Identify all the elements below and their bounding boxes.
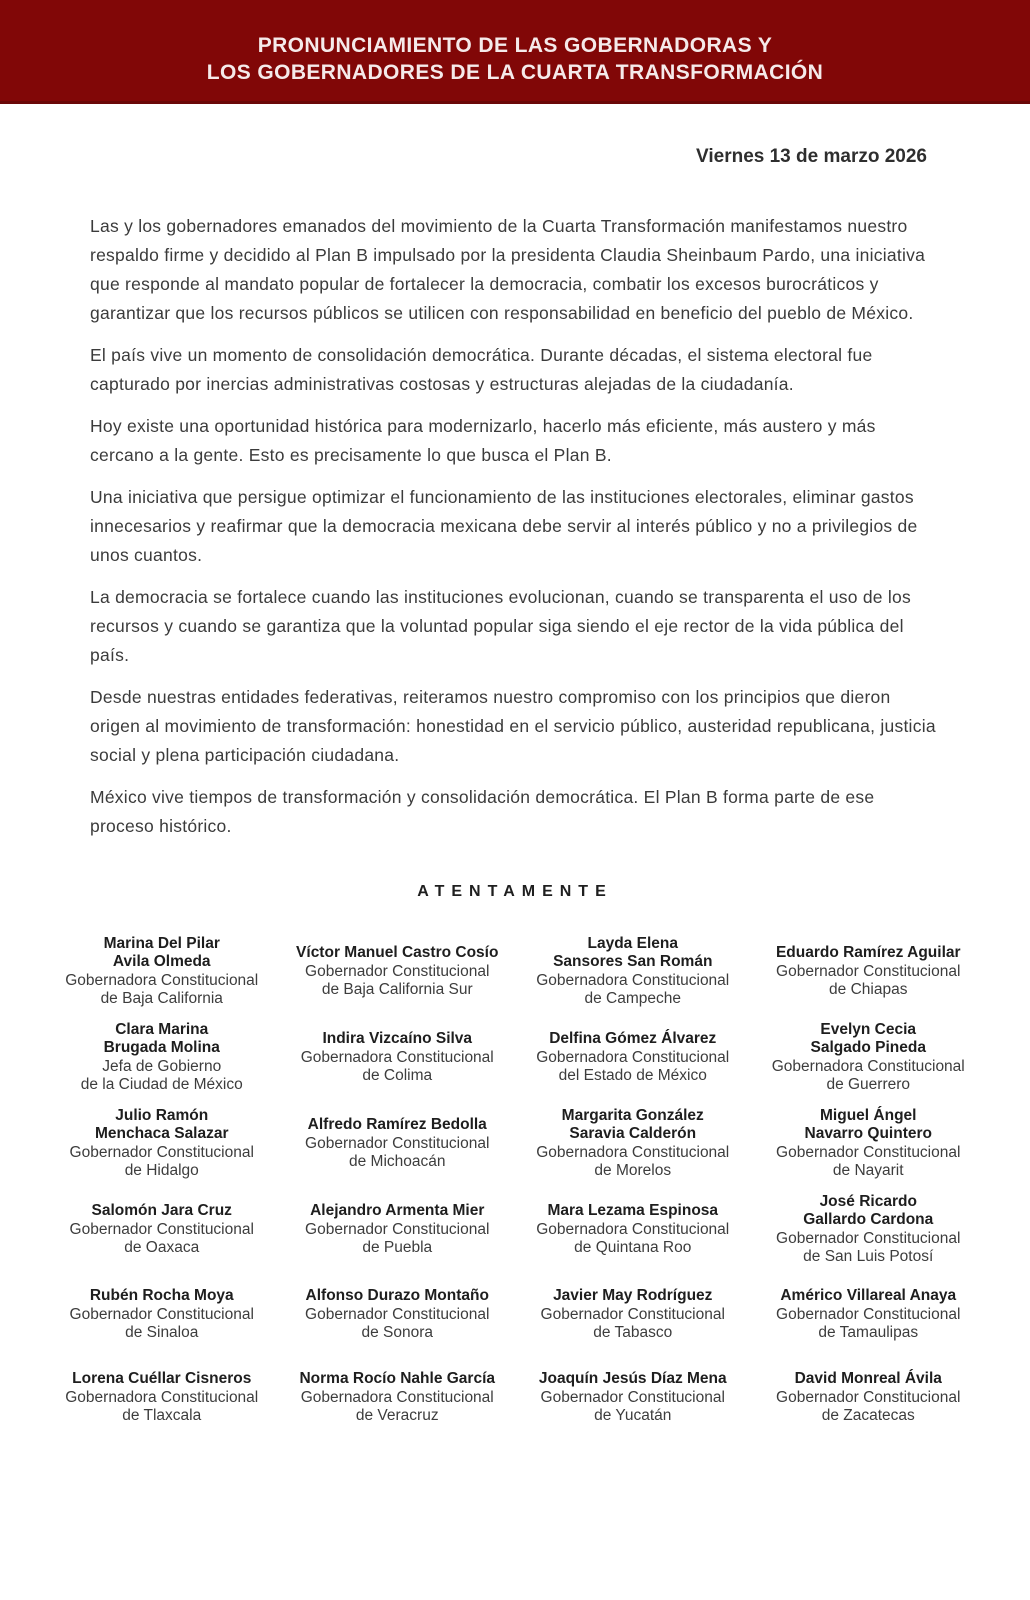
signatory-title — [776, 1306, 960, 1342]
signatory-title-line: de Yucatán — [594, 1406, 672, 1424]
signatory-name — [772, 1021, 965, 1057]
signatory-name-line: Brugada Molina — [103, 1039, 220, 1056]
signatory-cell — [776, 1370, 960, 1425]
signatory-title-line: Gobernadora Constitucional — [771, 1058, 965, 1075]
signatory-title-line: de Chiapas — [829, 981, 908, 998]
signatory-name — [536, 935, 729, 971]
signatory-title — [536, 1144, 729, 1180]
signatory-title-line: Gobernador Constitucional — [776, 1144, 961, 1161]
signatory-title — [776, 1230, 960, 1266]
signatory-title — [305, 1306, 489, 1342]
signatory-name — [70, 1202, 254, 1220]
signatory-name — [65, 1370, 258, 1388]
signatory-title-line: de Veracruz — [355, 1406, 439, 1424]
signatory-title-line: Gobernador Constitucional — [776, 1230, 961, 1247]
signatory-title-line: Gobernadora Constitucional — [536, 1049, 730, 1066]
signatory-name-line: Miguel Ángel — [820, 1107, 917, 1124]
signatory-name — [296, 944, 498, 962]
signatory-cell — [81, 1021, 243, 1094]
signatory-cell — [296, 944, 498, 999]
signatory-title — [305, 1135, 489, 1171]
signatory-name-line: Américo Villareal Anaya — [780, 1286, 957, 1304]
signatory-name-line: Layda Elena — [587, 935, 678, 952]
signatory-name — [81, 1021, 243, 1057]
signatory-title-line: Gobernador Constitucional — [776, 963, 961, 980]
body-paragraph: Las y los gobernadores emanados del movimiento de la Cuarta Transformación manifestamos nuestro respaldo firme y decidido al Plan B impulsado por la presidenta Claudia Sheinbaum Pardo, una iniciativa que responde al mandato popular de fortalecer la democracia, combatir los excesos burocráticos y garantizar que los recursos públicos se utilicen con responsabilidad en beneficio del pueblo de México. — [90, 216, 926, 323]
signatory-title-line: de Oaxaca — [124, 1239, 200, 1256]
header-banner — [0, 0, 1030, 104]
signatory-name-line: Eduardo Ramírez Aguilar — [775, 944, 961, 961]
signatory-title-line: de Tabasco — [593, 1323, 673, 1341]
signatory-title-line: de Morelos — [594, 1162, 672, 1179]
signatory-name — [776, 1107, 960, 1143]
signatory-title-line: Gobernador Constitucional — [69, 1221, 254, 1238]
signatory-title-line: de Baja California — [100, 990, 223, 1007]
signatory-title-line: Gobernador Constitucional — [69, 1305, 254, 1323]
signatory-name — [536, 1030, 729, 1048]
signatory-cell — [539, 1370, 727, 1425]
signatory-title — [70, 1144, 254, 1180]
document-title-line2: LOS GOBERNADORES DE LA CUARTA TRANSFORMACIÓN — [206, 60, 824, 84]
signatory-title-line: de Campeche — [584, 990, 681, 1007]
signatory-name — [776, 944, 961, 962]
signatory-cell — [305, 1202, 489, 1257]
signatory-name — [65, 935, 258, 971]
signatory-cell — [299, 1370, 495, 1425]
signatory-title-line: Gobernador Constitucional — [305, 963, 490, 980]
signatory-name — [776, 1193, 960, 1229]
body-paragraph: Desde nuestras entidades federativas, reiteramos nuestro compromiso con los principios que dieron origen al movimiento de transformación: honestidad en el servicio público, austeridad republicana, justicia social y plena participación ciudadana. — [90, 687, 936, 765]
signatory-title-line: Gobernador Constitucional — [305, 1221, 490, 1238]
signatory-name — [536, 1107, 729, 1143]
signatory-name-line: Javier May Rodríguez — [553, 1286, 713, 1304]
signatory-name-line: Rubén Rocha Moya — [89, 1286, 234, 1304]
signatory-title-line: de Tamaulipas — [818, 1323, 919, 1341]
signatory-title-line: Gobernador Constitucional — [305, 1305, 490, 1323]
signatory-cell — [305, 1116, 489, 1171]
signatory-title-line: Gobernadora Constitucional — [65, 972, 259, 989]
signatory-name-line: Marina Del Pilar — [103, 935, 220, 952]
signatory-name — [301, 1030, 494, 1048]
signatory-name — [70, 1107, 254, 1143]
signatory-title — [541, 1306, 725, 1342]
signatory-title-line: de Michoacán — [348, 1153, 446, 1170]
signatory-title — [772, 1058, 965, 1094]
signatory-title-line: de Puebla — [362, 1239, 433, 1256]
signatory-name-line: Lorena Cuéllar Cisneros — [72, 1369, 252, 1387]
signatory-name — [541, 1287, 725, 1305]
signatory-cell — [70, 1107, 254, 1180]
signatory-name-line: Mara Lezama Espinosa — [547, 1202, 719, 1219]
signatory-name-line: Salgado Pineda — [810, 1039, 926, 1056]
signatory-cell — [541, 1287, 725, 1342]
signatory-title-line: de Colima — [362, 1067, 433, 1084]
signatory-name-line: Sansores San Román — [553, 953, 713, 970]
signatory-cell — [70, 1287, 254, 1342]
signatory-name-line: Clara Marina — [115, 1021, 209, 1038]
closing-heading: ATENTAMENTE — [417, 883, 613, 900]
signatory-cell — [70, 1202, 254, 1257]
signatory-title-line: del Estado de México — [558, 1067, 707, 1084]
signatory-title — [299, 1389, 495, 1425]
signatory-cell — [536, 1030, 729, 1085]
signatory-cell — [65, 1370, 258, 1425]
signatory-title-line: de Tlaxcala — [122, 1406, 202, 1424]
signatory-title — [776, 1389, 960, 1425]
document-body — [0, 168, 1030, 841]
document-date: Viernes 13 de marzo 2026 — [696, 146, 927, 167]
signatory-name — [305, 1116, 489, 1134]
signatory-name-line: Delfina Gómez Álvarez — [549, 1030, 717, 1047]
signatory-name-line: Menchaca Salazar — [94, 1125, 229, 1142]
body-paragraph: México vive tiempos de transformación y consolidación democrática. El Plan B forma parte de ese proceso histórico. — [90, 787, 875, 836]
signatory-name — [776, 1287, 960, 1305]
signatory-title-line: de Sonora — [361, 1323, 433, 1341]
signatory-title-line: Gobernadora Constitucional — [536, 972, 730, 989]
signatory-name-line: Alejandro Armenta Mier — [310, 1202, 485, 1219]
signatory-title — [301, 1049, 494, 1085]
signatory-name — [70, 1287, 254, 1305]
signatory-title-line: de San Luis Potosí — [803, 1248, 934, 1265]
signatory-name — [305, 1287, 489, 1305]
signatory-name-line: Víctor Manuel Castro Cosío — [296, 944, 499, 961]
signatory-cell — [536, 1107, 729, 1180]
signatory-name-line: Evelyn Cecia — [820, 1021, 917, 1038]
document-title-line1: PRONUNCIAMIENTO DE LAS GOBERNADORAS Y — [257, 33, 773, 57]
signatory-name-line: Avila Olmeda — [112, 953, 211, 970]
signatory-title — [536, 1049, 729, 1085]
signatory-name — [776, 1370, 960, 1388]
signatory-title-line: Gobernador Constitucional — [69, 1144, 254, 1161]
signatory-title-line: de la Ciudad de México — [80, 1076, 243, 1093]
signatory-name-line: José Ricardo — [819, 1193, 917, 1210]
signatory-title-line: Gobernador Constitucional — [776, 1305, 961, 1323]
signatory-cell — [772, 1021, 965, 1094]
signatory-name-line: Indira Vizcaíno Silva — [322, 1030, 473, 1047]
signatory-name-line: Gallardo Cardona — [803, 1211, 934, 1228]
signatory-title-line: Gobernadora Constitucional — [300, 1388, 494, 1406]
signatory-name-line: Margarita González — [561, 1107, 704, 1124]
signatory-title-line: de Zacatecas — [821, 1406, 915, 1424]
signatory-cell — [536, 935, 729, 1008]
document-title — [207, 32, 823, 86]
signatory-cell — [305, 1287, 489, 1342]
signatory-title — [81, 1058, 243, 1094]
signatory-cell — [776, 1193, 960, 1266]
signatory-cell — [776, 944, 961, 999]
signatory-name-line: David Monreal Ávila — [794, 1369, 942, 1387]
signatory-title — [536, 972, 729, 1008]
signatory-name — [305, 1202, 489, 1220]
signatory-title-line: Gobernadora Constitucional — [536, 1221, 730, 1238]
signatory-title-line: de Quintana Roo — [574, 1239, 692, 1256]
signatory-title — [305, 1221, 489, 1257]
signatory-title-line: Gobernador Constitucional — [540, 1305, 725, 1323]
signatory-title — [70, 1306, 254, 1342]
signatory-cell — [536, 1202, 729, 1257]
signatory-cell — [776, 1107, 960, 1180]
signatory-name-line: Joaquín Jesús Díaz Mena — [538, 1369, 727, 1387]
signatory-cell — [65, 935, 258, 1008]
signatory-name — [536, 1202, 729, 1220]
signatory-name-line: Navarro Quintero — [804, 1125, 932, 1142]
signatory-title-line: de Hidalgo — [124, 1162, 199, 1179]
signatory-title — [65, 1389, 258, 1425]
signatory-title — [776, 963, 961, 999]
signatory-title-line: Gobernadora Constitucional — [65, 1388, 259, 1406]
signatory-title-line: de Baja California Sur — [321, 981, 473, 998]
signatory-title — [776, 1144, 960, 1180]
signatory-title-line: de Sinaloa — [125, 1323, 199, 1341]
signatory-cell — [776, 1287, 960, 1342]
signatory-title-line: Gobernadora Constitucional — [536, 1144, 730, 1161]
body-paragraph: Una iniciativa que persigue optimizar el funcionamiento de las instituciones electorales, eliminar gastos innecesarios y reafirmar que la democracia mexicana debe servir al interés público y no a privilegios de unos cuantos. — [90, 487, 918, 565]
signatory-title — [296, 963, 498, 999]
signatory-name-line: Julio Ramón — [115, 1107, 209, 1124]
signatory-title-line: Gobernador Constitucional — [540, 1388, 725, 1406]
signatory-title-line: de Nayarit — [832, 1162, 904, 1179]
body-paragraph: El país vive un momento de consolidación democrática. Durante décadas, el sistema electoral fue capturado por inercias administrativas costosas y estructuras alejadas de la ciudadanía. — [90, 345, 873, 394]
signatory-name-line: Salomón Jara Cruz — [91, 1202, 232, 1219]
signatory-name — [299, 1370, 495, 1388]
signatory-title-line: de Guerrero — [826, 1076, 911, 1093]
signatory-name-line: Saravia Calderón — [569, 1125, 697, 1142]
signatory-title-line: Gobernador Constitucional — [305, 1135, 490, 1152]
signatories-grid — [48, 935, 982, 1432]
signatory-name — [539, 1370, 727, 1388]
signatory-name-line: Alfredo Ramírez Bedolla — [307, 1116, 487, 1133]
signatory-title — [539, 1389, 727, 1425]
signatory-name-line: Norma Rocío Nahle García — [299, 1369, 496, 1387]
signatory-name-line: Alfonso Durazo Montaño — [305, 1286, 489, 1304]
signatory-title — [70, 1221, 254, 1257]
signatory-title — [536, 1221, 729, 1257]
signatory-title — [65, 972, 258, 1008]
signatory-title-line: Gobernadora Constitucional — [300, 1049, 494, 1066]
signatory-title-line: Gobernador Constitucional — [776, 1388, 961, 1406]
body-paragraph: Hoy existe una oportunidad histórica para modernizarlo, hacerlo más eficiente, más austero y más cercano a la gente. Esto es precisamente lo que busca el Plan B. — [90, 416, 876, 465]
signatory-title-line: Jefa de Gobierno — [102, 1058, 222, 1075]
signatory-cell — [301, 1030, 494, 1085]
body-paragraph: La democracia se fortalece cuando las instituciones evolucionan, cuando se transparenta el uso de los recursos y cuando se garantiza que la voluntad popular siga siendo el eje rector de la vida pública del país. — [90, 587, 912, 665]
